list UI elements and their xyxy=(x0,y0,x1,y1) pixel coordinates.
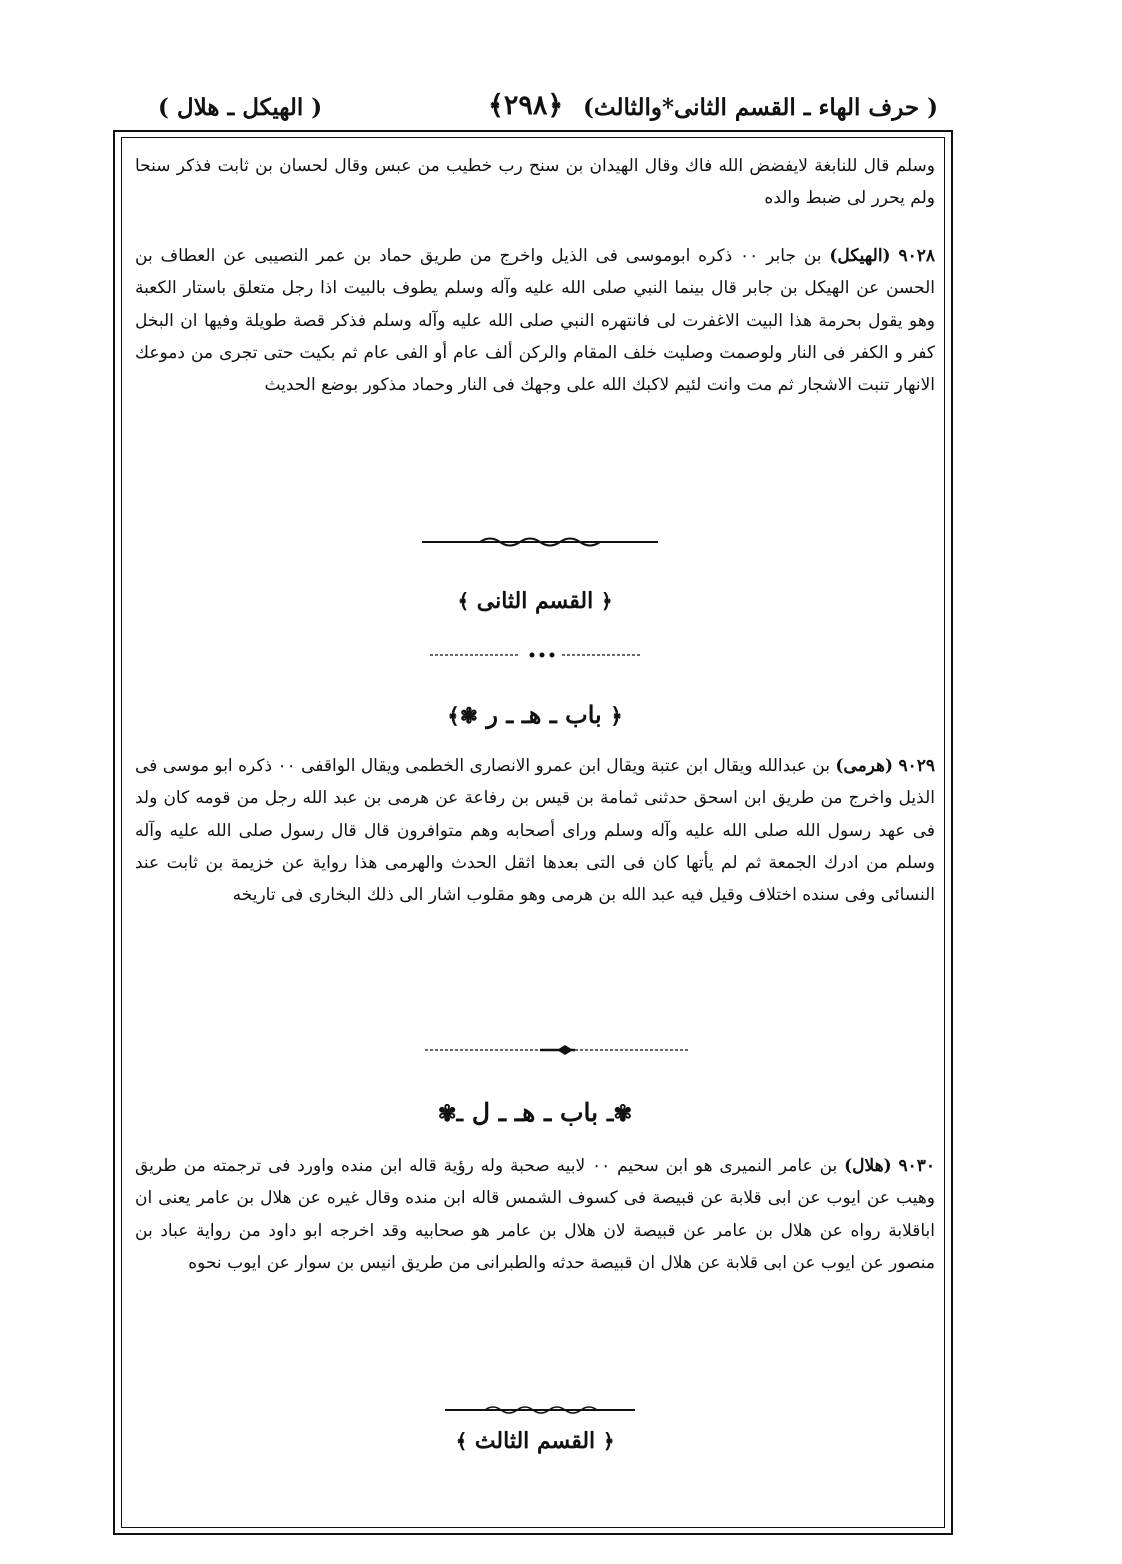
section-title-third-part xyxy=(430,1428,640,1454)
ornamental-divider xyxy=(420,534,660,550)
entry-9028 xyxy=(135,240,935,401)
chapter-title-text: باب ـ هـ ـ ل xyxy=(471,1098,599,1127)
section-title-second-part xyxy=(420,588,650,614)
entry-continuation xyxy=(135,150,935,215)
flower-ornament-icon: ✾ـ xyxy=(606,1101,633,1127)
header-entry-range: ( الهيكل ـ هلال ) xyxy=(158,94,323,121)
entry-number: ٩٠٢٩ xyxy=(898,756,936,776)
chapter-title-bab-hr xyxy=(420,700,650,729)
entry-text: بن جابر ٠٠ ذكره ابوموسى فى الذيل واخرج من طريق حماد بن عمر النصيبى عن العطاف بن الحسن عن الهيكل بن جابر قال بينما النبي صلى الله عليه وآله وسلم يطوف بالبيت اذا رجل متعلق باستار الكعبة وهو يقول بحرمة هذا البيت الاغفرت لى فانتهره النبي صلى الله عليه وآله وسلم فذكر قصة طويلة وفيها ان البخل كفر و الكفر فى النار ولوصمت وصليت خلف المقام والركن ألف عام أو الفى عام ثم بكيت حتى تجرى من دموعك الانهار تنبت الاشجار ثم مت وانت لئيم لاكبك الله على وجهك فى النار وحماد مذكور بوضع الحديث xyxy=(135,246,935,396)
ornament-icon: ﴿ xyxy=(600,589,613,613)
entry-text: بن عبدالله ويقال ابن عتبة ويقال ابن عمرو الانصارى الخطمى ويقال الواقفى ٠٠ ذكره ابو موسى فى الذيل واخرج من طريق ابن اسحق حدثنى ثمامة بن قيس بن رفاعة عن هرمى بن عبد الله رجل من قومه كان ولد فى عهد رسول الله صلى الله عليه وآله وسلم وراى أصحابه وهم متوافرون قال قال رسول صلى الله عليه وآله وسلم من ادرك الجمعة ثم لم يأتها كان فى التى بعدها اثقل الحدث والهرمى هذا رواية عن خزيمة بن ثابت عند النسائى وفى سنده اختلاف وقيل فيه عبد الله بن هرمى وهو مقلوب اشار الى ذلك البخارى فى تاريخه xyxy=(135,756,935,906)
ornament-icon: ﴿ xyxy=(602,1429,615,1453)
entry-9029 xyxy=(135,750,935,911)
entry-number: ٩٠٢٨ xyxy=(898,246,935,266)
header-section-title: ( حرف الهاء ـ القسم الثانى*والثالث) xyxy=(583,94,938,121)
dotted-divider xyxy=(430,650,640,660)
section-title-text: القسم الثانى xyxy=(476,588,594,614)
chapter-title-text: باب ـ هـ ـ ر xyxy=(486,700,602,729)
entry-number: ٩٠٣٠ xyxy=(898,1156,936,1176)
page-number: ﴿٢٩٨﴾ xyxy=(488,90,564,121)
entry-name: (هرمى) xyxy=(835,756,894,776)
ornamental-divider xyxy=(445,1404,635,1416)
entry-9030 xyxy=(135,1150,935,1279)
entry-continuation-text: وسلم قال للنابغة لايفضض الله فاك وقال الهيدان بن سنح رب خطيب من عبس وقال لحسان بن ثابت فذكر سنحا ولم يحرر لى ضبط والده xyxy=(135,156,935,209)
flower-ornament-icon: ـ✾ xyxy=(437,1101,464,1127)
diamond-divider xyxy=(425,1043,690,1057)
chapter-title-bab-hl xyxy=(390,1098,680,1127)
ornament-icon: ﴾ xyxy=(457,589,470,613)
ornament-icon: ﴾ xyxy=(455,1429,468,1453)
entry-name: (هلال) xyxy=(844,1156,892,1176)
entry-text: بن عامر النميرى هو ابن سحيم ٠٠ لابيه صحبة وله رؤية قاله ابن منده واورد فى ترجمته من طريق وهيب عن ايوب عن ابى قلابة عن قبيصة فى كسوف الشمس قاله ابن منده وقال غيره عن هلال بن عامر يعنى ان اباقلابة رواه عن هلال بن عامر عن قبيصة لان هلال بن عامر هو صحابيه وقد اخرجه ابو داود من رواية عباد بن منصور عن ايوب عن ابى قلابة عن هلال ان قبيصة حدثه والطبرانى من طريق انيس بن سوار عن ايوب نحوه xyxy=(135,1156,935,1273)
page-header xyxy=(118,88,938,128)
entry-name: (الهيكل) xyxy=(829,246,891,266)
flower-ornament-icon: ❃﴾ xyxy=(447,704,478,729)
ornament-icon: ﴿ xyxy=(610,704,623,729)
section-title-text: القسم الثالث xyxy=(474,1428,596,1454)
